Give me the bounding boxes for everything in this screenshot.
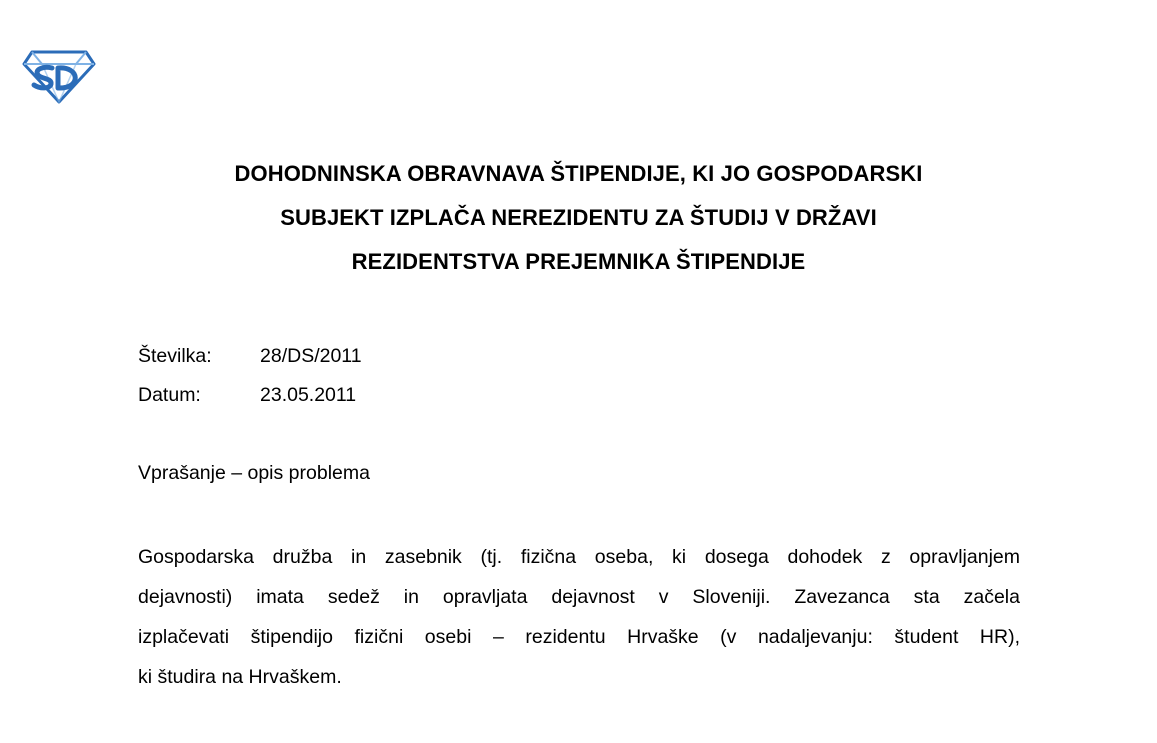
paragraph-line: ki študira na Hrvaškem. xyxy=(138,666,342,688)
paragraph-line: dejavnosti) imata sedež in opravljata dejavnost v Sloveniji. Zavezanca sta začela xyxy=(138,586,1020,608)
body-paragraph xyxy=(138,537,1020,697)
number-label: Številka: xyxy=(138,345,212,367)
paragraph-line: Gospodarska družba in zasebnik (tj. fizična oseba, ki dosega dohodek z opravljanjem xyxy=(138,546,1020,568)
date-value: 23.05.2011 xyxy=(260,384,357,406)
document-meta xyxy=(138,337,362,415)
document-title xyxy=(0,152,1157,284)
date-label: Datum: xyxy=(138,384,201,406)
title-line: SUBJEKT IZPLAČA NEREZIDENTU ZA ŠTUDIJ V DRŽAVI xyxy=(280,205,877,230)
sd-shield-logo-icon xyxy=(22,48,96,104)
number-row xyxy=(138,337,362,376)
paragraph-line: izplačevati štipendijo fizični osebi – rezidentu Hrvaške (v nadaljevanju: študent HR), xyxy=(138,626,1020,648)
section-heading: Vprašanje – opis problema xyxy=(138,462,370,484)
title-line: REZIDENTSTVA PREJEMNIKA ŠTIPENDIJE xyxy=(351,249,806,274)
date-row xyxy=(138,376,362,415)
title-line: DOHODNINSKA OBRAVNAVA ŠTIPENDIJE, KI JO GOSPODARSKI xyxy=(234,161,923,186)
number-value: 28/DS/2011 xyxy=(260,345,362,367)
